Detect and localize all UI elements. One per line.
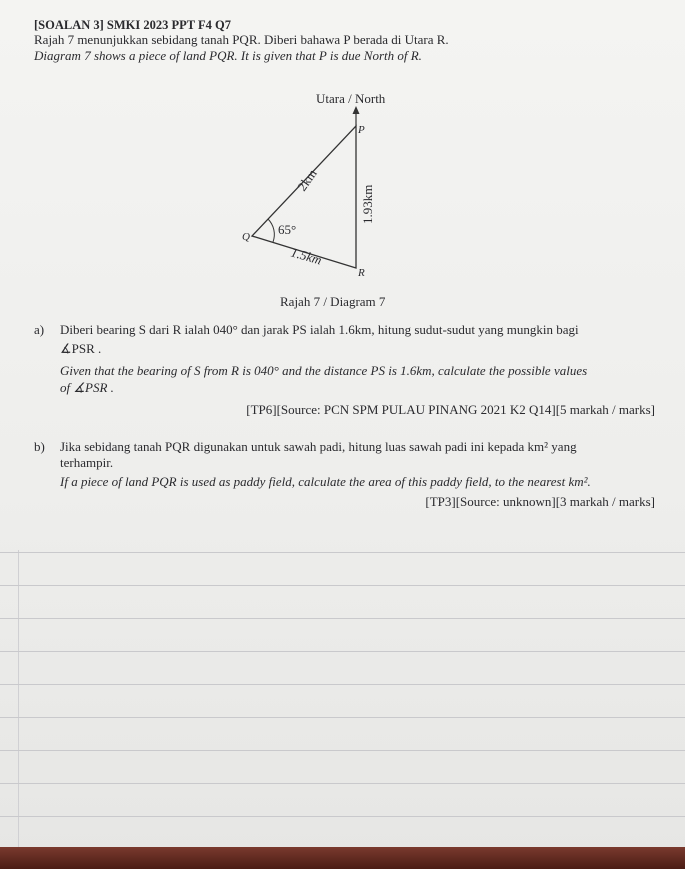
intro-malay: Rajah 7 menunjukkan sebidang tanah PQR. Diberi bahawa P berada di Utara R. (34, 32, 449, 47)
triangle-diagram (242, 88, 430, 288)
question-a-malay-line2: ∡PSR . (60, 341, 102, 356)
ruled-line (0, 750, 685, 751)
north-label: Utara / North (316, 91, 386, 106)
question-b-malay-line2: terhampir. (60, 455, 114, 470)
question-b-source: [TP3][Source: unknown][3 markah / marks] (425, 494, 655, 509)
angle-q-arc (268, 219, 274, 242)
ruled-line (0, 618, 685, 619)
margin-line (18, 550, 19, 850)
ruled-line (0, 783, 685, 784)
side-pq-label: 2km (294, 166, 320, 194)
side-pr-label: 1.93km (360, 184, 375, 224)
vertex-p-label: P (358, 124, 365, 136)
angle-q-label: 65° (278, 222, 297, 237)
vertex-q-label: Q (242, 231, 250, 243)
question-a-source: [TP6][Source: PCN SPM PULAU PINANG 2021 K2 Q14][5 markah / marks] (246, 402, 655, 417)
ruled-line (0, 651, 685, 652)
table-edge (0, 847, 685, 869)
question-a-label: a) (34, 322, 45, 337)
question-a-malay-line1: Diberi bearing S dari R ialah 040° dan jarak PS ialah 1.6km, hitung sudut-sudut yang mungkin bagi (60, 322, 579, 337)
question-b-label: b) (34, 439, 45, 454)
ruled-line (0, 552, 685, 553)
question-a-english-line2: of ∡PSR . (60, 380, 114, 395)
diagram-caption: Rajah 7 / Diagram 7 (280, 294, 386, 309)
question-b-english-line1: If a piece of land PQR is used as paddy field, calculate the area of this paddy field, to the nearest km². (60, 474, 591, 489)
north-arrow-head-icon (353, 106, 360, 114)
question-b-malay-line1: Jika sebidang tanah PQR digunakan untuk sawah padi, hitung luas sawah padi ini kepada km² yang (60, 439, 577, 454)
question-header: [SOALAN 3] SMKI 2023 PPT F4 Q7 (34, 18, 231, 32)
vertex-r-label: R (358, 267, 365, 279)
ruled-line (0, 717, 685, 718)
ruled-line (0, 585, 685, 586)
ruled-line (0, 816, 685, 817)
question-a-english-line1: Given that the bearing of S from R is 040° and the distance PS is 1.6km, calculate the possible values (60, 363, 588, 378)
side-qr-label: 1.5km (289, 244, 324, 268)
ruled-line (0, 684, 685, 685)
intro-english: Diagram 7 shows a piece of land PQR. It is given that P is due North of R. (34, 48, 422, 63)
